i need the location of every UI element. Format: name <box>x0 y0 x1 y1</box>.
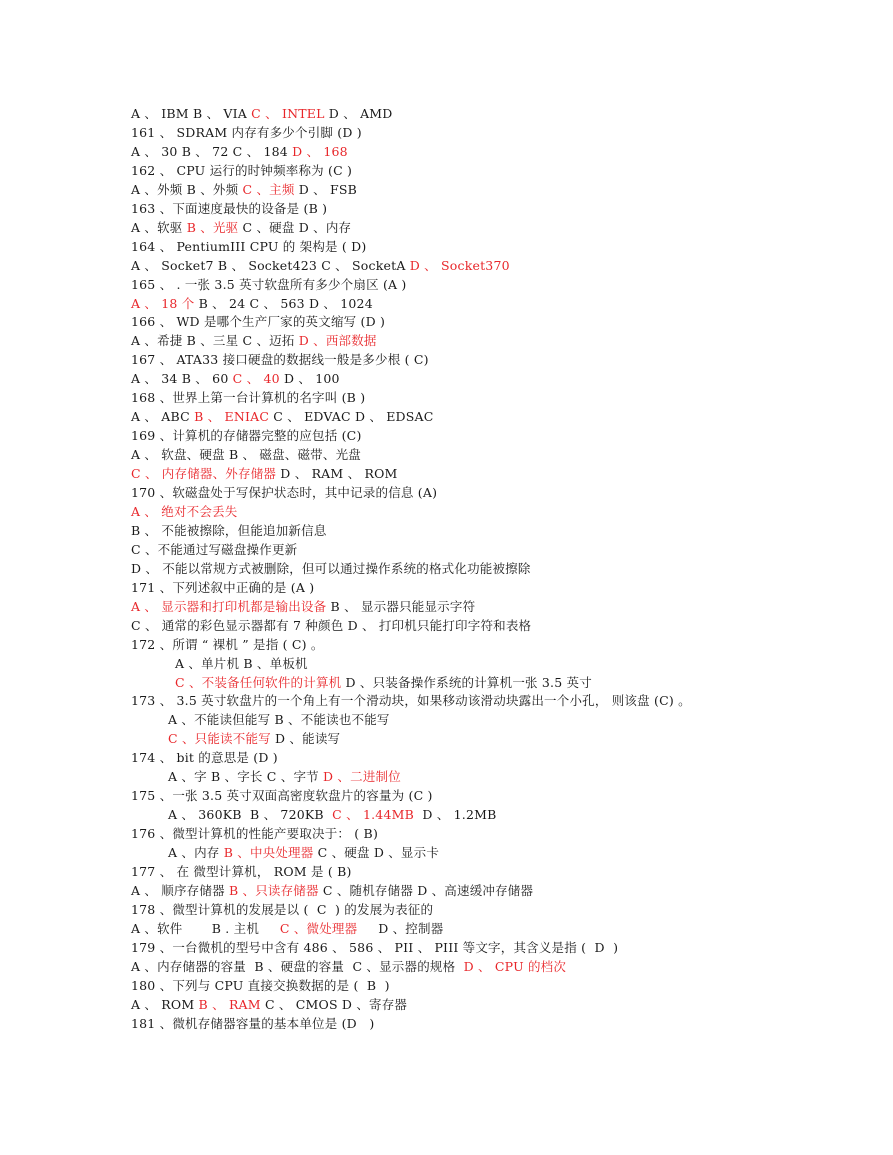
highlighted-answer: B 、 RAM <box>198 996 261 1012</box>
text-line <box>131 483 437 502</box>
line-text: D 、 不能以常规方式被删除，但可以通过操作系统的格式化功能被擦除 <box>131 560 531 576</box>
highlighted-answer: C 、主频 <box>242 181 295 197</box>
line-text: D 、 AMD <box>324 106 393 121</box>
line-text: 177 、 在 微型计算机， ROM 是 ( B) <box>131 864 352 879</box>
highlighted-answer: D 、二进制位 <box>323 769 401 785</box>
line-text: 169 、计算机的存储器完整的应包括 (C) <box>131 428 362 444</box>
highlighted-answer: A 、 显示器和打印机都是输出设备 <box>131 598 327 614</box>
line-text: A 、 软盘、硬盘 B 、 磁盘、磁带、光盘 <box>131 447 361 463</box>
text-line <box>131 180 357 199</box>
line-text: C 、硬盘 D 、内存 <box>238 219 352 235</box>
line-text: 161 、 SDRAM 内存有多少个引脚 (D ) <box>131 124 362 140</box>
text-line <box>131 578 314 597</box>
line-text: 179 、一台微机的型号中含有 486 、 586 、 PII 、 PIII 等文字，其含义是指 ( D ) <box>131 939 619 955</box>
text-line <box>131 824 378 843</box>
text-line <box>131 881 533 900</box>
text-line <box>131 407 434 426</box>
text-line <box>131 142 348 161</box>
text-line <box>168 729 340 748</box>
line-text: 174 、 bit 的意思是 (D ) <box>131 750 278 766</box>
line-text: D 、只装备操作系统的计算机一张 3.5 英寸 <box>341 674 592 690</box>
line-text: A 、 360KB B 、 720KB <box>168 807 333 823</box>
highlighted-answer: C 、只能读不能写 <box>168 731 271 747</box>
text-line <box>131 957 566 976</box>
line-text: A 、软驱 <box>131 219 187 235</box>
text-line <box>131 691 691 710</box>
text-line <box>131 786 433 805</box>
text-line <box>131 312 385 331</box>
line-text: 166 、 WD 是哪个生产厂家的英文缩写 (D ) <box>131 314 386 330</box>
highlighted-answer: D 、 CPU 的档次 <box>463 958 567 974</box>
line-text: 168 、世界上第一台计算机的名字叫 (B ) <box>131 390 366 406</box>
line-text: A 、内存储器的容量 B 、硬盘的容量 C 、显示器的规格 <box>131 958 464 974</box>
line-text: D 、 100 <box>279 371 340 387</box>
line-text: 167 、 ATA33 接口硬盘的数据线一般是多少根 ( C) <box>131 352 429 368</box>
highlighted-answer: A 、 绝对不会丢失 <box>131 503 238 519</box>
line-text: A 、不能读但能写 B 、不能读也不能写 <box>168 712 390 728</box>
text-line <box>131 104 393 123</box>
text-line <box>131 237 366 256</box>
line-text: A 、希捷 B 、三星 C 、迈拓 <box>131 333 299 349</box>
highlighted-answer: C 、 40 <box>232 371 280 387</box>
text-line <box>131 388 365 407</box>
highlighted-answer: C 、不装备任何软件的计算机 <box>175 674 342 690</box>
line-text: A 、 30 B 、 72 C 、 184 <box>131 143 293 159</box>
text-line <box>131 900 433 919</box>
text-line <box>131 502 237 521</box>
line-text: D 、控制器 <box>357 920 444 936</box>
line-text: A 、 ROM <box>131 996 199 1012</box>
text-line <box>131 559 531 578</box>
line-text: 173 、 3.5 英寸软盘片的一个角上有一个滑动块，如果移动该滑动块露出一个小孔， 则该盘 (C) 。 <box>131 693 691 709</box>
line-text: A 、单片机 B 、单板机 <box>175 655 308 671</box>
text-line <box>168 805 496 824</box>
text-line <box>131 748 278 767</box>
line-text: 165 、 . 一张 3.5 英寸软盘所有多少个扇区 (A ) <box>131 276 407 292</box>
text-line <box>131 616 531 635</box>
text-line <box>131 862 352 881</box>
text-line <box>168 767 401 786</box>
line-text: A 、 Socket7 B 、 Socket423 C 、 SocketA <box>131 257 410 273</box>
line-text: C 、不能通过写磁盘操作更新 <box>131 541 298 557</box>
line-text: C 、 CMOS D 、寄存器 <box>260 996 408 1012</box>
text-line <box>131 331 377 350</box>
line-text: 176 、微型计算机的性能产要取决于： ( B) <box>131 826 379 842</box>
text-line <box>131 976 390 995</box>
highlighted-answer: C 、 1.44MB <box>332 807 414 823</box>
text-line <box>131 218 351 237</box>
line-text: 178 、微型计算机的发展是以 ( C ) 的发展为表征的 <box>131 901 434 917</box>
text-line <box>131 597 475 616</box>
line-text: D 、 1.2MB <box>414 807 497 823</box>
highlighted-answer: B 、光驱 <box>186 219 239 235</box>
highlighted-answer: D 、 Socket370 <box>409 257 510 273</box>
line-text: 162 、 CPU 运行的时钟频率称为 (C ) <box>131 162 353 178</box>
text-line <box>131 540 297 559</box>
line-text: 164 、 PentiumIII CPU 的 架构是 ( D) <box>131 238 367 254</box>
line-text: A 、字 B 、字长 C 、字节 <box>168 769 324 785</box>
line-text: 172 、所谓 “ 裸机 ” 是指 ( C) 。 <box>131 636 324 652</box>
highlighted-answer: C 、微处理器 <box>279 920 358 936</box>
line-text: D 、能读写 <box>270 731 341 747</box>
text-line <box>131 275 407 294</box>
line-text: A 、内存 <box>168 845 224 861</box>
line-text: 163 、下面速度最快的设备是 (B ) <box>131 200 328 216</box>
text-line <box>131 445 361 464</box>
text-line <box>168 710 390 729</box>
line-text: C 、 EDVAC D 、 EDSAC <box>269 409 434 425</box>
highlighted-answer: A 、 18 个 <box>131 295 195 311</box>
text-line <box>175 673 592 692</box>
text-line <box>175 654 308 673</box>
line-text: 180 、下列与 CPU 直接交换数据的是 ( B ) <box>131 977 390 993</box>
text-line <box>131 521 327 540</box>
text-line <box>131 294 373 313</box>
highlighted-answer: B 、只读存储器 <box>228 882 319 898</box>
line-text: D 、 FSB <box>294 181 358 197</box>
line-text: 175 、一张 3.5 英寸双面高密度软盘片的容量为 (C ) <box>131 788 433 804</box>
text-line <box>131 123 362 142</box>
line-text: B 、 不能被擦除，但能追加新信息 <box>131 522 327 538</box>
highlighted-answer: B 、 ENIAC <box>194 409 270 425</box>
text-line <box>131 464 398 483</box>
highlighted-answer: D 、西部数据 <box>298 333 377 349</box>
text-line <box>131 995 407 1014</box>
text-line <box>131 919 443 938</box>
text-line <box>168 843 439 862</box>
line-text: A 、 34 B 、 60 <box>131 371 233 387</box>
text-line <box>131 199 327 218</box>
line-text: A 、 ABC <box>131 409 195 425</box>
line-text: 171 、下列述叙中正确的是 (A ) <box>131 579 315 595</box>
text-line <box>131 635 324 654</box>
line-text: A 、软件 B . 主机 <box>131 920 280 936</box>
highlighted-answer: B 、中央处理器 <box>223 845 314 861</box>
text-line <box>131 256 510 275</box>
highlighted-answer: C 、 INTEL <box>251 106 325 121</box>
line-text: C 、随机存储器 D 、高速缓冲存储器 <box>318 882 534 898</box>
line-text: A 、 IBM B 、 VIA <box>131 106 252 121</box>
line-text: C 、硬盘 D 、显示卡 <box>313 845 440 861</box>
line-text: C 、 通常的彩色显示器都有 7 种颜色 D 、 打印机只能打印字符和表格 <box>131 617 532 633</box>
text-line <box>131 426 362 445</box>
text-line <box>131 1014 375 1033</box>
line-text: D 、 RAM 、 ROM <box>276 466 398 482</box>
text-line <box>131 369 340 388</box>
highlighted-answer: D 、 168 <box>292 143 348 159</box>
line-text: 181 、微机存储器容量的基本单位是 (D ) <box>131 1015 375 1031</box>
text-line <box>131 938 618 957</box>
line-text: A 、外频 B 、外频 <box>131 181 243 197</box>
highlighted-answer: C 、 内存储器、外存储器 <box>131 466 277 482</box>
text-line <box>131 350 429 369</box>
line-text: B 、 24 C 、 563 D 、 1024 <box>194 295 373 311</box>
text-line <box>131 161 352 180</box>
line-text: B 、 显示器只能显示字符 <box>326 598 476 614</box>
line-text: A 、 顺序存储器 <box>131 882 229 898</box>
line-text: 170 、软磁盘处于写保护状态时，其中记录的信息 (A) <box>131 485 438 500</box>
